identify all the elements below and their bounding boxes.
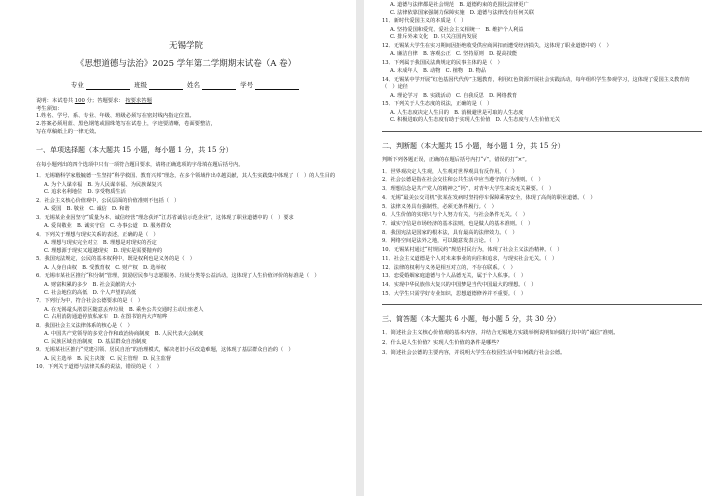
question-options: C. 积极进取的人生态度有助于实现人生价值 D. 人生态度与人生价值无关 — [390, 117, 560, 124]
total-score: 100 — [74, 98, 85, 105]
question-text: 3．无锡某企业因坚守“质量为本、诚信经营”理念获评“江苏省诚信示范企业”，这体现了职业道德中的（ ）要求 — [36, 214, 294, 221]
judge-item: 12．法律的权利与义务是相互对立的，不存在联系。（ ） — [382, 264, 516, 271]
question-options: A. 中国共产党领导的多党合作和政治协商制度 B. 人民代表大会制度 — [44, 331, 204, 338]
question-text: 13．下列属于我国民法典规定的民事主体的是（ ） — [382, 59, 503, 66]
question-text: 15．下列关于人生态度的说法，正确的是（ ） — [382, 101, 493, 108]
choice-question-list-cont — [382, 18, 702, 125]
q10-options: A. 道德与法律都是社会规范 B. 道德约束的范围比法律更广 C. 法律依靠国家强制力保障实施 D. 道德与法律没有任何关联 — [390, 2, 535, 16]
question-options: A. 坚持爱国和爱党、爱社会主义相统一 B. 维护个人利益 — [390, 26, 524, 33]
question-options: C. 理想源于现实又超越现实 D. 现实是需要抛弃的 — [44, 247, 163, 254]
question-options: A. 人身自由权 B. 受教育权 C. 财产权 D. 选举权 — [44, 264, 166, 271]
divider — [382, 131, 702, 132]
question-text: 6．无锡市某社区推行“积分制”管理，鼓励居民参与志愿服务、垃圾分类等公益活动，这体现了人生价值评价的标准是（ ） — [36, 273, 320, 280]
divider — [382, 304, 702, 305]
judge-item: 10．无锡某村通过“村规民约”规范村民行为，体现了社会主义法治精神。（ ） — [382, 247, 563, 254]
question-options: C. 排斥外来文化 D. 只关注国内发展 — [390, 34, 477, 41]
judge-item: 1．世界观决定人生观，人生观对世界观具有反作用。（ ） — [382, 168, 518, 175]
section-1-heading: 一、单项选择题（本大题共 15 小题，每小题 1 分，共 15 分） — [36, 146, 233, 155]
exam-instructions: 说明：本试卷共 100 分；答题要求： 按要求答题 考生须知： 1.姓名、学号、系、专业、年级、班级必须写在密封线内指定位置。 2.答案必须用蓝、黑色钢笔或圆珠笔写在试卷上，字迹要清晰，卷面要整洁， 写在草稿纸上的一律无效。 — [36, 98, 216, 135]
question-options: A. 未成年人 B. 动物 C. 植物 D. 物品 — [390, 68, 486, 75]
judge-item: 7．诚实守信是市场经济的基本法则，也是做人的基本准则。（ ） — [382, 220, 534, 227]
exam-title: 《思想道德与法治》2025 学年第二学期期末试卷（A 卷） — [75, 59, 297, 70]
section-2-heading: 二、判断题（本大题共 15 小题，每小题 1 分，共 15 分） — [382, 141, 565, 150]
school-name: 无锡学院 — [168, 41, 203, 51]
short-answer-item: 3．简述社会公德的主要内容，并说明大学生在校园生活中如何践行社会公德。 — [382, 349, 566, 356]
question-text: 14．无锡某中学开展“红色基因代代传”主题教育，利用红色资源开展社会实践活动，每年组织学生参观学习，这体现了爱国主义教育的（ ）途径 — [382, 76, 690, 91]
judge-item: 13．恋爱婚姻家庭道德与个人品德无关，属于个人私事。（ ） — [382, 273, 527, 280]
judge-item: 11．社会主义道德是个人对未来事业的向往和追求，与现实社会无关。（ ） — [382, 255, 558, 262]
short-answer-item: 2．什么是人生价值？实现人生价值的条件是哪些？ — [382, 340, 502, 347]
section-2-desc: 判断下列各题正误，正确的在题后括号内打“√”，错误的打“×”。 — [382, 157, 530, 164]
question-options: C. 占用消防通道停放私家车 D. 在图书馆内大声喧哗 — [44, 314, 168, 321]
section-1-desc: 在每小题列出的四个选项中只有一项符合题目要求，请将正确选项的字母填在题后括号内。 — [36, 161, 244, 168]
question-text: 11．新时代爱国主义的本质是（ ） — [382, 18, 467, 25]
question-options: C. 民族区域自治制度 D. 基层群众自治制度 — [44, 338, 147, 345]
question-options: A. 在无锡鼋头渚景区随意丢弃垃圾 B. 乘坐公共交通时主动让座老人 — [44, 306, 204, 313]
question-options: A. 财富积累的多少 B. 社会贡献的大小 — [44, 281, 136, 288]
question-options: A. 爱岗敬业 B. 诚实守信 C. 办事公道 D. 服务群众 — [44, 223, 172, 230]
question-options: C. 社会地位的高低 D. 个人声望的高低 — [44, 289, 137, 296]
question-options: A. 爱国 B. 敬业 C. 诚信 D. 和谐 — [44, 206, 130, 213]
judge-item: 15．大学生只需学好专业知识，思想道德修养并不重要。（ ） — [382, 290, 527, 297]
field-id: 学号 — [240, 80, 254, 89]
short-answer-item: 1．简述社会主义核心价值观的基本内容，并结合无锡地方实践举例说明如何践行其中的“诚信”准则。 — [382, 330, 619, 337]
judge-question-list — [382, 169, 702, 299]
field-name: 姓名 — [187, 80, 201, 89]
choice-question-list — [36, 173, 336, 372]
judge-item: 4．无锡“最美公交司机”张某在发病时坚持停车保障乘客安全，体现了高尚的职业道德。（ ） — [382, 194, 596, 201]
exam-page-right — [364, 0, 718, 496]
field-major: 专业 — [70, 80, 84, 89]
exam-page-left — [0, 0, 356, 496]
question-text: 4．下列关于理想与现实关系的表述，正确的是（ ） — [36, 231, 159, 238]
question-text: 5．我国宪法规定，公民的基本权利中，既是权利也是义务的是（ ） — [36, 256, 195, 263]
question-options: A. 民主选举 B. 民主决策 C. 民主管理 D. 民主监督 — [44, 355, 172, 362]
student-info-fields — [36, 81, 336, 90]
question-options: A. 理论学习 B. 实践活动 C. 自我反思 D. 网络教育 — [390, 92, 518, 99]
field-class: 班级 — [133, 80, 147, 89]
section-3-heading: 三、简答题（本大题共 6 小题，每小题 5 分，共 30 分） — [382, 315, 561, 324]
judge-item: 5．法律义务具有强制性，必须无条件履行。（ ） — [382, 203, 497, 210]
question-text: 12．无锡某大学生在实习期间因拒绝收受供应商回扣而遭受经济损失，这体现了职业道德中的（ ） — [382, 42, 612, 49]
judge-item: 2．社会公德是指在社会交往和公共生活中应当遵守的行为准则。（ ） — [382, 177, 544, 184]
question-options: A. 人生态度决定人生目的 B. 消极避世是可取的人生态度 — [390, 109, 524, 116]
question-text: 9．无锡某社区推行“党建引领、居民自治”的治理模式，解决老旧小区改造难题，这体现了基层群众自治的（ ） — [36, 347, 294, 354]
question-text: 1．无锡籍科学家殷毓德一生坚持“科学救国、教育兴邦”理念，在多个领域作出卓越贡献，其人生实践集中体现了（ ）的人生目的 — [36, 173, 336, 180]
judge-item: 3．理想信念是共产党人的精神之“钙”，对青年大学生来说无关紧要。（ ） — [382, 186, 555, 193]
question-options: C. 追求名利地位 D. 享受物质生活 — [44, 189, 126, 196]
question-text: 8．我国社会主义法律体系的核心是（ ） — [36, 322, 133, 329]
question-text: 10．下列关于道德与法律关系的说法，错误的是（ ） — [36, 364, 162, 371]
question-options: A. 廉洁自律 B. 客观公正 C. 坚持原则 D. 提高技能 — [390, 51, 518, 58]
judge-item: 14．实现中华民族伟大复兴的中国梦是当代中国最大的理想。（ ） — [382, 281, 537, 288]
judge-item: 8．我国宪法是国家的根本法，具有最高的法律效力。（ ） — [382, 229, 518, 236]
question-options: A. 为个人谋幸福 B. 为人民谋幸福、为民族谋复兴 — [44, 181, 162, 188]
question-text: 2．社会主义核心价值观中，公民层面的价值准则不包括（ ） — [36, 197, 180, 204]
judge-item: 9．网络空间是法外之地，可以随意发表言论。（ ） — [382, 238, 503, 245]
judge-item: 6．人生价值的实现只与个人努力有关，与社会条件无关。（ ） — [382, 212, 528, 219]
question-text: 7．下列行为中，符合社会公德要求的是（ ） — [36, 298, 144, 305]
question-options: A. 理想与现实完全对立 B. 理想是对现实的否定 — [44, 240, 157, 247]
short-answer-list — [382, 330, 702, 357]
